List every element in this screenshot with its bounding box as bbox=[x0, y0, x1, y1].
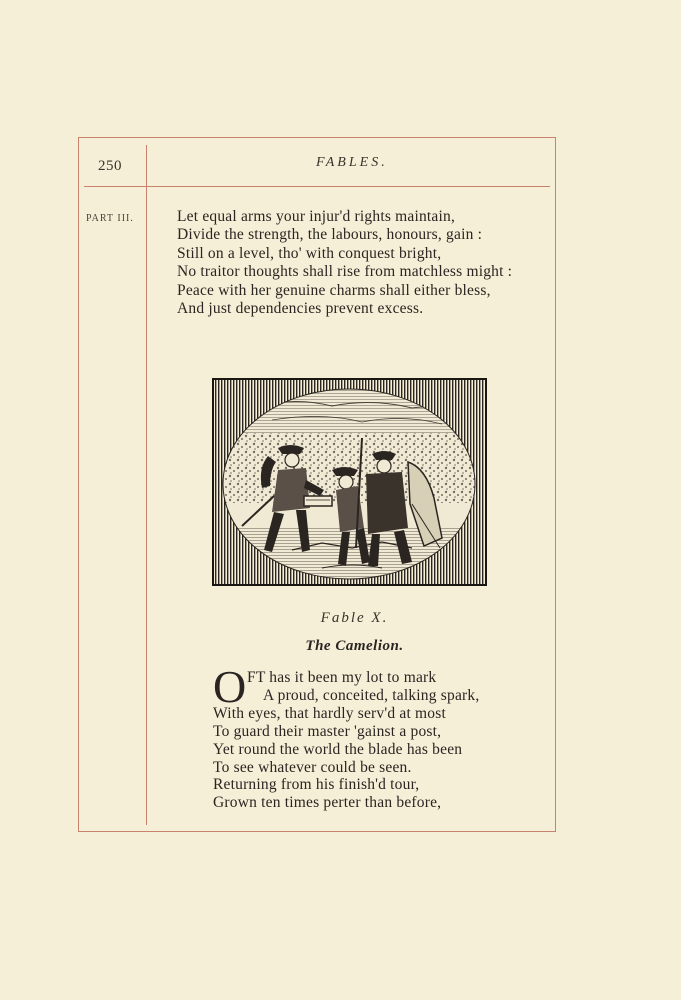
stanza-line: No traitor thoughts shall rise from matchless might : bbox=[177, 263, 513, 281]
stanza-line: And just dependencies prevent excess. bbox=[177, 300, 424, 318]
stanza-line: Still on a level, tho' with conquest bright, bbox=[177, 244, 442, 262]
part-label: PART III. bbox=[86, 213, 134, 224]
poem-line: To guard their master 'gainst a post, bbox=[213, 722, 442, 740]
stanza-line: Let equal arms your injur'd rights maintain, bbox=[177, 208, 456, 225]
poem-line: With eyes, that hardly serv'd at most bbox=[213, 704, 446, 722]
poem-line: Yet round the world the blade has been bbox=[213, 740, 463, 758]
stanza-line: Peace with her genuine charms shall either bless, bbox=[177, 281, 491, 299]
poem-line: A proud, conceited, talking spark, bbox=[263, 686, 480, 704]
poem-line: Grown ten times perter than before, bbox=[213, 794, 442, 812]
fable-poem bbox=[213, 669, 479, 812]
page-number: 250 bbox=[98, 158, 122, 174]
drop-cap: O bbox=[213, 661, 247, 712]
margin-rule-vertical bbox=[146, 145, 147, 825]
poem-line: FT has it been my lot to mark bbox=[247, 669, 437, 686]
poem-line: To see whatever could be seen. bbox=[213, 758, 412, 776]
poem-line: Returning from his finish'd tour, bbox=[213, 776, 420, 794]
running-title: FABLES. bbox=[316, 155, 388, 170]
header-rule bbox=[84, 186, 550, 187]
fable-heading: Fable X. bbox=[320, 610, 389, 626]
woodcut-illustration bbox=[212, 378, 487, 586]
fable-subtitle: The Camelion. bbox=[305, 638, 404, 654]
stanza-line: Divide the strength, the labours, honours, gain : bbox=[177, 226, 483, 244]
stanza-text bbox=[177, 208, 512, 318]
